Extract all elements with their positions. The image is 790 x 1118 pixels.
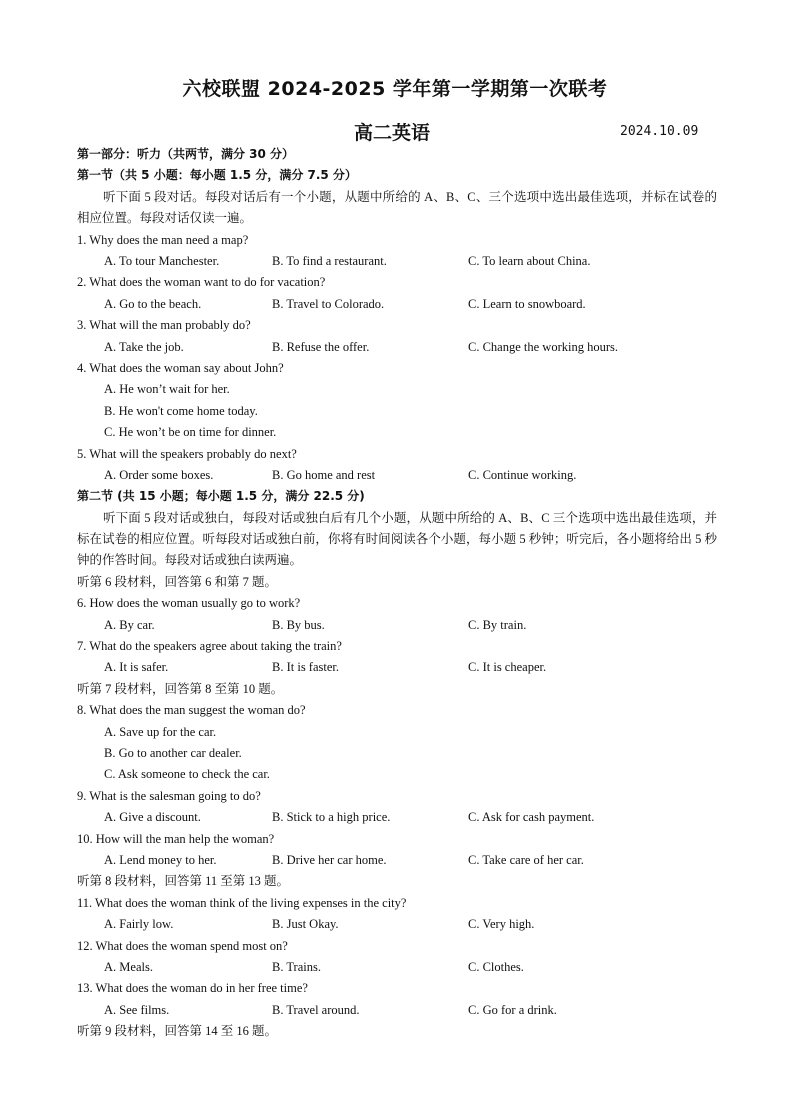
option-c: C. By train. [468,617,527,632]
section1-instructions: 听下面 5 段对话。每段对话后有一个小题，从题中所给的 A、B、C、三个选项中选出最佳选项，并标在试卷的相应位置。每段对话仅读一遍。 [77,189,717,226]
option-c: C. He won’t be on time for dinner. [104,425,277,440]
question-options [77,914,717,935]
option-a: A. Save up for the car. [104,724,217,739]
question-options [77,294,717,315]
section1-heading: 第一节（共 5 小题：每小题 1.5 分，满分 7.5 分） [77,168,357,183]
exam-title: 六校联盟 2024-2025 学年第一学期第一次联考 [182,78,608,100]
exam-content [77,144,717,1042]
question-stem: 12. What does the woman spend most on? [77,938,288,953]
question-stem: 1. Why does the man need a map? [77,232,249,247]
exam-date: 2024.10.09 [620,124,699,139]
question-stem: 7. What do the speakers agree about taking the train? [77,639,342,654]
option-b: B. Go to another car dealer. [104,746,242,761]
option-b: B. He won't come home today. [104,403,258,418]
question-options [77,615,717,636]
material-instruction: 听第 6 段材料，回答第 6 和第 7 题。 [77,574,278,589]
question-stem: 2. What does the woman want to do for vacation? [77,275,326,290]
question-options [77,957,717,978]
option-b: B. Refuse the offer. [272,339,370,354]
option-b: B. Stick to a high price. [272,810,391,825]
option-a: A. Go to the beach. [104,296,202,311]
question-stem: 4. What does the woman say about John? [77,360,284,375]
material-instruction: 听第 8 段材料，回答第 11 至第 13 题。 [77,874,290,889]
option-c: C. Ask someone to check the car. [104,767,270,782]
option-c: C. Learn to snowboard. [468,296,586,311]
option-a: A. He won’t wait for her. [104,382,230,397]
option-b: B. Drive her car home. [272,852,387,867]
option-c: C. Very high. [468,917,535,932]
question-stem: 9. What is the salesman going to do? [77,788,261,803]
question-options [77,465,717,486]
question-stem: 10. How will the man help the woman? [77,831,275,846]
option-a: A. Lend money to her. [104,852,217,867]
material-instruction: 听第 7 段材料，回答第 8 至第 10 题。 [77,681,284,696]
option-a: A. Fairly low. [104,917,174,932]
option-a: A. Order some boxes. [104,467,214,482]
option-a: A. See films. [104,1002,170,1017]
option-a: A. Take the job. [104,339,184,354]
option-b: B. Go home and rest [272,467,376,482]
section2-heading: 第二节 (共 15 小题；每小题 1.5 分，满分 22.5 分) [77,489,365,504]
question-stem: 3. What will the man probably do? [77,318,251,333]
option-a: A. To tour Manchester. [104,253,220,268]
question-options [77,337,717,358]
question-stem: 8. What does the man suggest the woman do? [77,703,306,718]
question-stem: 13. What does the woman do in her free time? [77,981,308,996]
option-b: B. Trains. [272,959,321,974]
option-c: C. Clothes. [468,959,524,974]
option-b: B. Just Okay. [272,917,339,932]
option-c: C. Continue working. [468,467,577,482]
question-stem: 5. What will the speakers probably do next? [77,446,297,461]
option-c: C. To learn about China. [468,253,591,268]
option-c: C. Change the working hours. [468,339,618,354]
question-options [77,251,717,272]
option-a: A. By car. [104,617,155,632]
option-c: C. Go for a drink. [468,1002,557,1017]
question-options [77,807,717,828]
option-b: B. Travel to Colorado. [272,296,385,311]
option-c: C. It is cheaper. [468,660,547,675]
option-c: C. Take care of her car. [468,852,584,867]
option-c: C. Ask for cash payment. [468,810,595,825]
part1-heading: 第一部分：听力（共两节，满分 30 分） [77,147,295,161]
question-stem: 6. How does the woman usually go to work? [77,596,301,611]
section2-instructions: 听下面 5 段对话或独白，每段对话或独白后有几个小题，从题中所给的 A、B、C 三个选项中选出最佳选项，并标在试卷的相应位置。听每段对话或独白前，你将有时间阅读各个小题，每小题 5 秒钟；听完后，各小题将给出 5 秒钟的作答时间。每段对话或独白读两遍。 [77,510,717,568]
option-b: B. To find a restaurant. [272,253,387,268]
option-b: B. By bus. [272,617,325,632]
question-options [77,657,717,678]
question-options [77,1000,717,1021]
option-a: A. It is safer. [104,660,169,675]
option-a: A. Give a discount. [104,810,201,825]
question-stem: 11. What does the woman think of the living expenses in the city? [77,895,407,910]
material-instruction: 听第 9 段材料，回答第 14 至 16 题。 [77,1024,278,1039]
question-options [77,850,717,871]
subject-title: 高二英语 [354,122,431,144]
option-b: B. Travel around. [272,1002,360,1017]
option-a: A. Meals. [104,959,153,974]
option-b: B. It is faster. [272,660,340,675]
